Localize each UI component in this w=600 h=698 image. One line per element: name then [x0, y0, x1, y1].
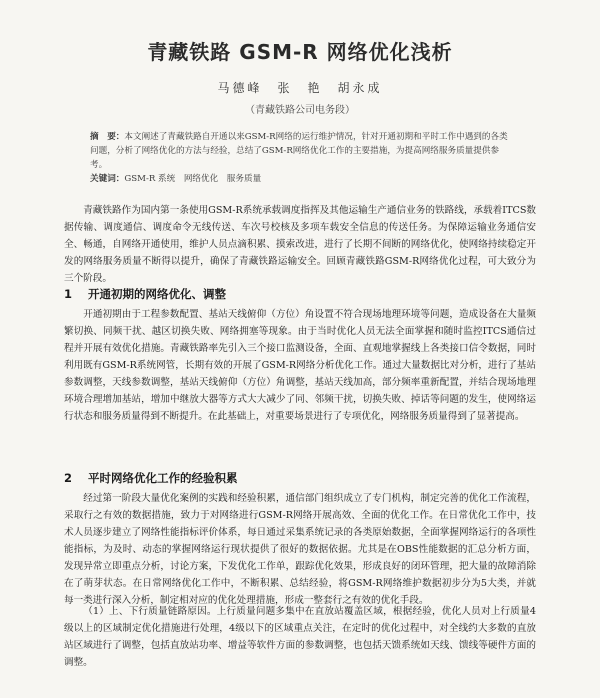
abstract-block	[90, 130, 514, 186]
section2-paragraph-2: （1）上、下行质量链路原因。上行质量问题多集中在直放站覆盖区域，根据经验，优化人员对上行质量4级以上的区域制定优化措施进行处理，4级以下的区域重点关注，在定时的优化过程中，对全线约大多数的直放站区域进行了调整，包括直放站功率、增益等软件方面的参数调整，也包括天馈系统如天线、馈线等硬件方面的调整。	[64, 606, 536, 668]
section-title-1: 开通初期的网络优化、调整	[88, 287, 226, 301]
paper-title: 青藏铁路 GSM-R 网络优化浅析	[147, 40, 453, 64]
section1-paragraph: 开通初期由于工程参数配置、基站天线俯仰（方位）角设置不符合现场地理环境等问题，造成设备在大量频繁切换、同频干扰、越区切换失败、网络拥塞等现象。由于当时优化人员无法全面掌握和随时监控ITCS通信过程并开展有效优化措施。青藏铁路率先引入三个接口监测设备，全面、直观地掌握线上各类接口信令数据，同时利用既有GSM-R系统网管，长期有效的开展了GSM-R网络分析优化工作。通过大量数据比对分析，进行了基站参数调整，天线参数调整，基站天线俯仰（方位）角调整，基站天线加高，部分频率重新配置，并结合现场地理环境合理增加基站，增加中继放大器等方式大大减少了同、邻频干扰，切换失败、掉话等问题的发生，使网络运行状态和服务质量得到不断提升。在此基础上，对重要场景进行了专项优化，网络服务质量得到了显著提高。	[64, 309, 536, 422]
keywords-text: GSM-R 系统 网络优化 服务质量	[124, 174, 262, 184]
section-number-1: 1	[64, 287, 73, 301]
keywords-line	[90, 172, 514, 186]
affiliation: （青藏铁路公司电务段）	[245, 105, 355, 116]
keywords-label: 关键词：	[90, 174, 125, 184]
section-number-2: 2	[64, 471, 73, 485]
abstract-body: 本文阐述了青藏铁路自开通以来GSM-R网络的运行维护情况，针对开通初期和平时工作中遇到的各类问题，分析了网络优化的方法与经验，总结了GSM-R网络优化工作的主要措施，为提高网络服务质量提供参考。	[90, 132, 508, 170]
section-title-2: 平时网络优化工作的经验积累	[88, 471, 238, 485]
section2-paragraph-1: 经过第一阶段大量优化案例的实践和经验积累，通信部门组织成立了专门机构，制定完善的优化工作流程，采取行之有效的数据措施，致力于对网络进行GSM-R网络开展高效、全面的优化工作。在日常优化工作中，技术人员逐步建立了网络性能指标评价体系，每日通过采集系统记录的各类原始数据，全面掌握网络运行的各项性能指标，为及时、动态的掌握网络运行现状提供了很好的数据依据。尤其是在OBS性能数据的汇总分析方面，发现异常立即重点分析，讨论方案，下发优化工作单，跟踪优化效果，形成良好的闭环管理，把大量的故障消除在了萌芽状态。在日常网络优化工作中，不断积累、总结经验，将GSM-R网络维护数据初步分为5大类，并就每一类进行深入分析，制定相对应的优化处理措施，形成一整套行之有效的优化手段。	[64, 493, 536, 606]
abstract-label: 摘 要：	[90, 132, 125, 142]
abstract-text	[90, 130, 514, 172]
section-heading-2	[64, 470, 238, 486]
intro-paragraph: 青藏铁路作为国内第一条使用GSM-R系统承载调度指挥及其他运输生产通信业务的铁路线，承载着ITCS数据传输、调度通信、调度命令无线传送、车次号校核及多项车载安全信息的传送任务。为保障运输业务通信安全、畅通，自网络开通使用，维护人员点滴积累、摸索改进，进行了长期不间断的网络优化，使网络持续稳定开发的网络服务质量不断得以提升，确保了青藏铁路运输安全。回顾青藏铁路GSM-R网络优化过程，可大致分为三个阶段。	[64, 205, 536, 284]
author-list: 马德峰 张 艳 胡永成	[217, 81, 383, 95]
section-heading-1	[64, 286, 226, 302]
